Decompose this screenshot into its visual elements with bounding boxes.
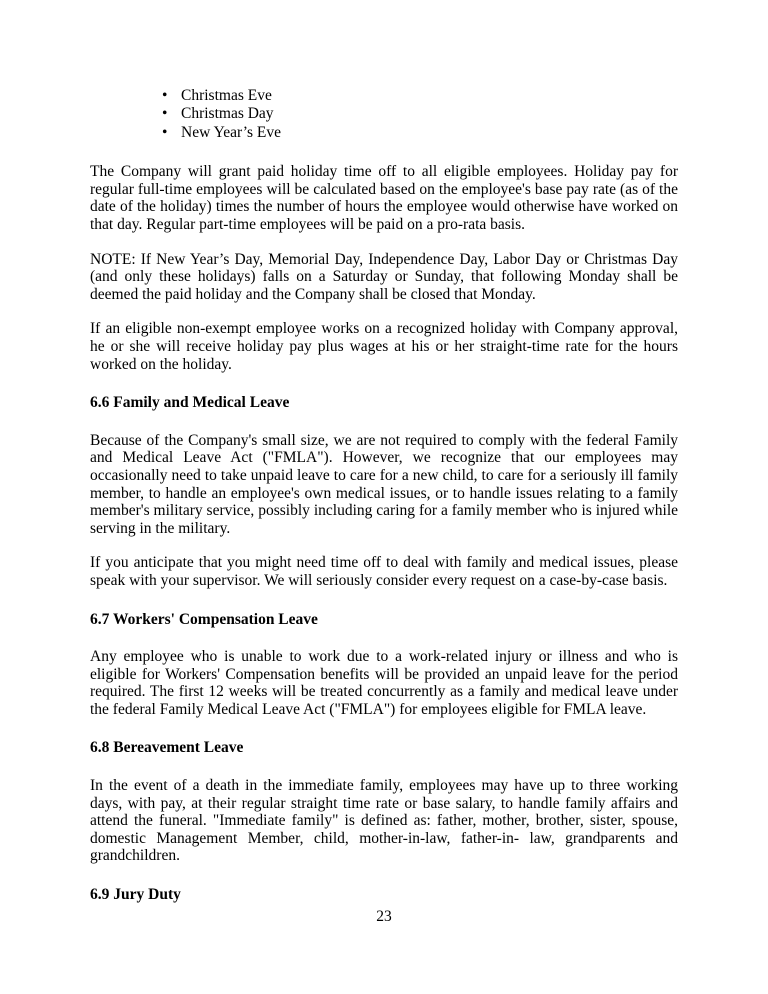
heading-bereavement-leave: 6.8 Bereavement Leave: [90, 739, 244, 757]
heading-jury-duty: 6.9 Jury Duty: [90, 886, 181, 904]
paragraph-holiday-pay: The Company will grant paid holiday time off to all eligible employees. Holiday pay for regular full-time employees will be calculated based on the employee's base pay rate (as of the date of the holiday) times the number of hours the employee would otherwise have worked on that day. Regular part-time employees will be paid on a pro-rata basis.: [90, 163, 678, 233]
list-item: • New Year’s Eve: [181, 124, 678, 142]
heading-family-medical-leave: 6.6 Family and Medical Leave: [90, 394, 290, 412]
document-content: [90, 87, 678, 924]
list-item: • Christmas Eve: [181, 87, 678, 105]
holiday-bullet-list: [90, 87, 678, 142]
paragraph-fmla-policy: Because of the Company's small size, we are not required to comply with the federal Family and Medical Leave Act ("FMLA"). However, we recognize that our employees may occasionally need to take unpaid leave to care for a new child, to care for a seriously ill family member, to handle an employee's own medical issues, or to handle issues relating to a family member's military service, possibly including caring for a family member who is injured while serving in the military.: [90, 431, 678, 537]
paragraph-bereavement: In the event of a death in the immediate family, employees may have up to three working days, with pay, at their regular straight time rate or base salary, to handle family affairs and attend the funeral. "Immediate family" is defined as: father, mother, brother, sister, spouse, domestic Management Member, child, mother-in-law, father-in- law, grandparents and grandchildren.: [90, 777, 678, 865]
list-item: • Christmas Day: [181, 105, 678, 123]
paragraph-workers-compensation: Any employee who is unable to work due to a work-related injury or illness and who is eligible for Workers' Compensation benefits will be provided an unpaid leave for the period required. The first 12 weeks will be treated concurrently as a family and medical leave under the federal Family Medical Leave Act ("FMLA") for employees eligible for FMLA leave.: [90, 648, 678, 718]
heading-workers-compensation-leave: 6.7 Workers' Compensation Leave: [90, 610, 318, 628]
paragraph-note-observed-holidays: NOTE: If New Year’s Day, Memorial Day, Independence Day, Labor Day or Christmas Day (and only these holidays) falls on a Saturday or Sunday, that following Monday shall be deemed the paid holiday and the Company shall be closed that Monday.: [90, 250, 678, 303]
page-number: 23: [376, 908, 392, 925]
paragraph-fmla-request: If you anticipate that you might need time off to deal with family and medical issues, please speak with your supervisor. We will seriously consider every request on a case-by-case basis.: [90, 554, 678, 589]
paragraph-nonexempt-holiday-work: If an eligible non-exempt employee works on a recognized holiday with Company approval, he or she will receive holiday pay plus wages at his or her straight-time rate for the hours worked on the holiday.: [90, 320, 678, 373]
